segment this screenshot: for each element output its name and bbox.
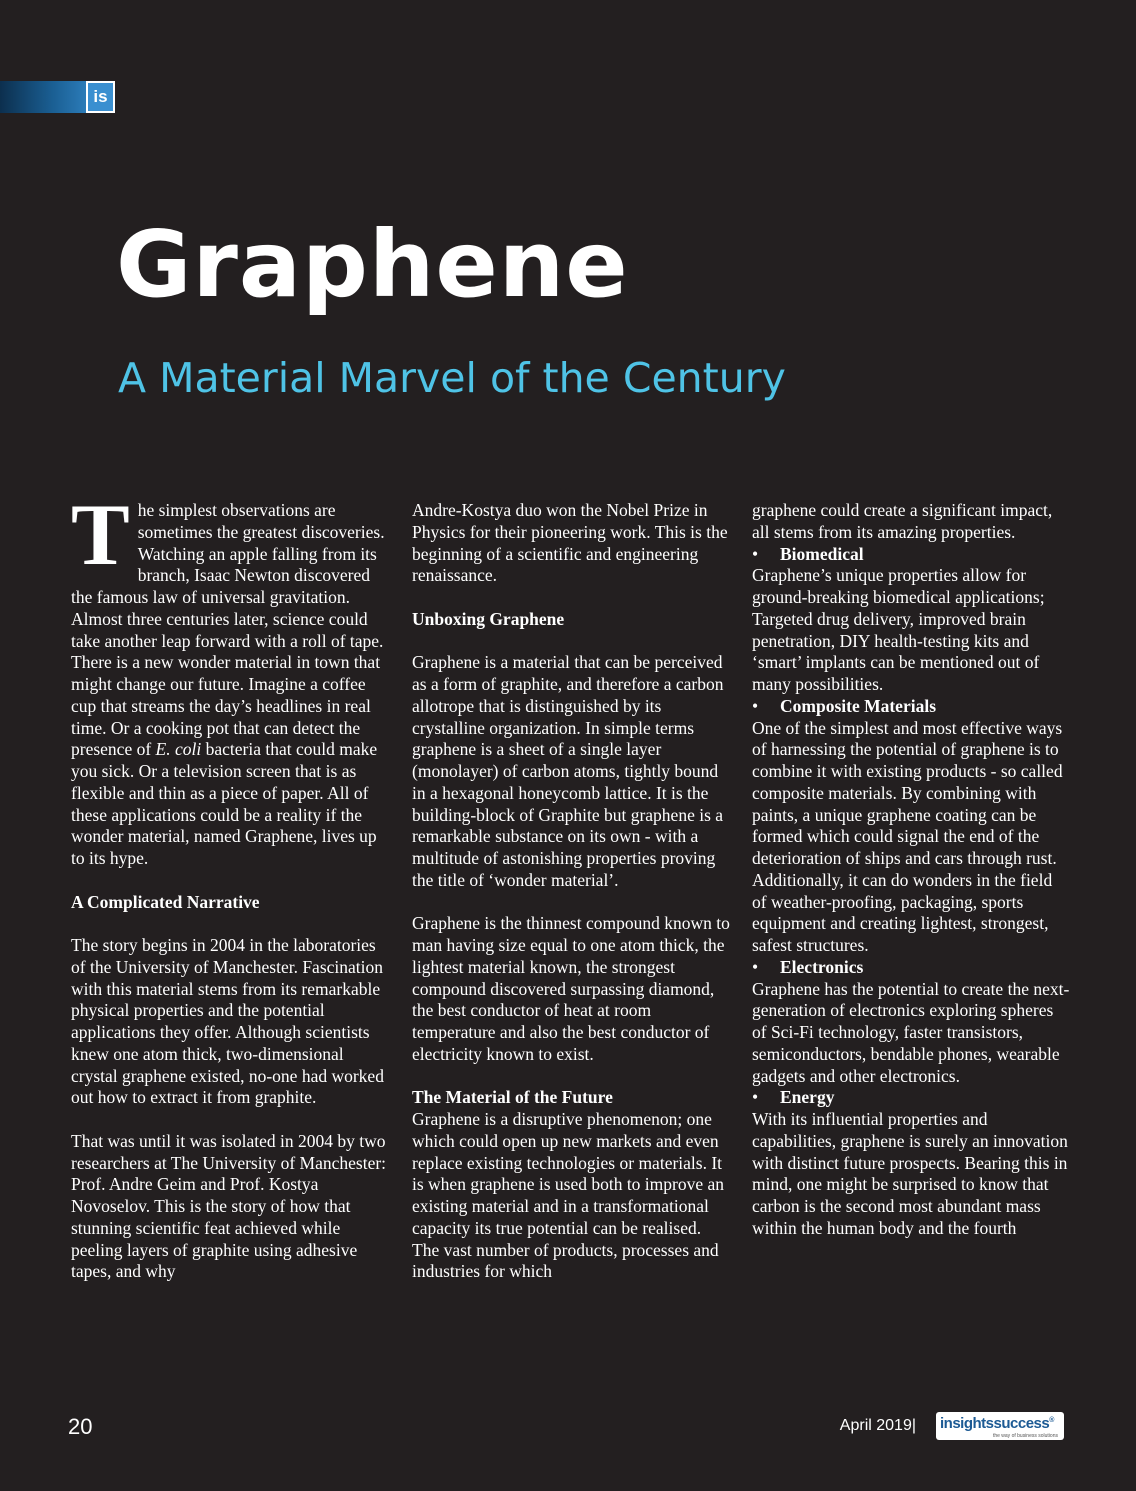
paragraph-energy: With its influential properties and capabilities, graphene is surely an innovation with distinct future prospects. Bearing this in mind, one might be surprised to know that carbon is the second most abundant mass within the human body and the fourth bbox=[752, 1109, 1068, 1238]
article-column-2 bbox=[412, 500, 730, 1283]
paragraph-intro: The simplest observations are sometimes the greatest discoveries. Watching an apple falling from its branch, Isaac Newton discovered the famous law of universal gravitation. Almost three centuries later, science could take another leap forward with a roll of tape. bbox=[71, 487, 385, 651]
bullet-icon: • bbox=[752, 1087, 759, 1108]
paragraph-story: The story begins in 2004 in the laboratories of the University of Manchester. Fascination with this material stems from its remarkable physical properties and the potential applications they offer. Although scientists knew one atom thick, two-dimensional crystal graphene existed, no-one had worked out how to extract it from graphite. bbox=[71, 935, 384, 1108]
paragraph-biomedical: Graphene’s unique properties allow for ground-breaking biomedical applications; Targeted drug delivery, improved brain penetration, DIY health-testing kits and ‘smart’ implants can be mentioned out of many possibilities. bbox=[752, 565, 1045, 694]
article-column-1 bbox=[71, 487, 389, 1283]
bullet-biomedical: • Biomedical bbox=[752, 543, 864, 564]
article-subtitle: A Material Marvel of the Century bbox=[118, 354, 786, 402]
paragraph-electronics: Graphene has the potential to create the next-generation of electronics exploring spheres of Sci-Fi technology, faster transistors, semiconductors, bendable phones, wearable gadgets and other electronics. bbox=[752, 978, 1070, 1086]
brand-logo bbox=[936, 1412, 1064, 1440]
paragraph-properties: Graphene is the thinnest compound known to man having size equal to one atom thick, the lightest material known, the strongest compound discovered surpassing diamond, the best conductor of heat at room temperature and also the best conductor of electricity known to exist. bbox=[412, 913, 730, 1064]
paragraph-definition: Graphene is a material that can be perceived as a form of graphite, and therefore a carbon allotrope that is distinguished by its crystalline organization. In simple terms graphene is a sheet of a single layer (monolayer) of carbon atoms, tightly bound in a hexagonal honeycomb lattice. It is the building-block of Graphite but graphene is a remarkable substance on its own - with a multitude of astonishing properties proving the title of ‘wonder material’. bbox=[412, 652, 724, 890]
brand-tagline: the way of business solutions bbox=[992, 1433, 1058, 1439]
section-heading-future: The Material of the Future bbox=[412, 1087, 613, 1108]
italic-term: E. coli bbox=[155, 739, 202, 760]
paragraph-nobel: Andre-Kostya duo won the Nobel Prize in Physics for their pioneering work. This is the beginning of a scientific and engineering renaissance. bbox=[412, 500, 728, 586]
paragraph-wonder-material: There is a new wonder material in town that might change our future. Imagine a coffee cup that streams the day’s headlines in real time. Or a cooking pot that can detect the presence of E. coli bacteria that could make you sick. Or a television screen that is as flexible and thin as a piece of paper. All of these applications could be a reality if the wonder material, named Graphene, lives up to its hype. bbox=[71, 652, 381, 868]
bullet-icon: • bbox=[752, 956, 759, 977]
bullet-composite: • Composite Materials bbox=[752, 695, 937, 716]
brand-registered-mark: ® bbox=[1049, 1417, 1054, 1424]
paragraph-disruptive: Graphene is a disruptive phenomenon; one which could open up new markets and even replace existing technologies or materials. It is when graphene is used both to improve an existing material and in a transformational capacity its true potential can be realised. The vast number of products, processes and industries for which bbox=[412, 1109, 725, 1282]
issue-date: April 2019| bbox=[839, 1417, 916, 1434]
bullet-icon: • bbox=[752, 695, 759, 716]
bullet-energy: • Energy bbox=[752, 1087, 835, 1108]
bullet-electronics: • Electronics bbox=[752, 956, 864, 977]
header-accent-bar bbox=[0, 81, 86, 113]
brand-name: insightssuccess bbox=[940, 1415, 1050, 1432]
paragraph-isolated: That was until it was isolated in 2004 by two researchers at The University of Manchester: Prof. Andre Geim and Prof. Kostya Novoselov. This is the story of how that stunning scientific feat achieved while peeling layers of graphite using adhesive tapes, and why bbox=[71, 1130, 387, 1282]
article-title: Graphene bbox=[116, 211, 629, 318]
magazine-logo-icon bbox=[86, 81, 115, 113]
paragraph-impact: graphene could create a significant impact, all stems from its amazing properties. bbox=[752, 500, 1053, 542]
article-column-3 bbox=[752, 500, 1070, 1240]
paragraph-composite: One of the simplest and most effective ways of harnessing the potential of graphene is to combine it with existing products - so called composite materials. By combining with paints, a unique graphene coating can be formed which could signal the end of the deterioration of ships and cars through rust. Additionally, it can do wonders in the field of weather-proofing, packaging, sports equipment and creating lightest, strongest, safest structures. bbox=[752, 717, 1063, 955]
logo-letter: is bbox=[93, 87, 108, 106]
bullet-icon: • bbox=[752, 543, 759, 564]
drop-cap: T bbox=[71, 487, 130, 584]
section-heading-unboxing: Unboxing Graphene bbox=[412, 608, 565, 629]
section-heading-narrative: A Complicated Narrative bbox=[71, 891, 260, 912]
page-number: 20 bbox=[68, 1414, 93, 1439]
